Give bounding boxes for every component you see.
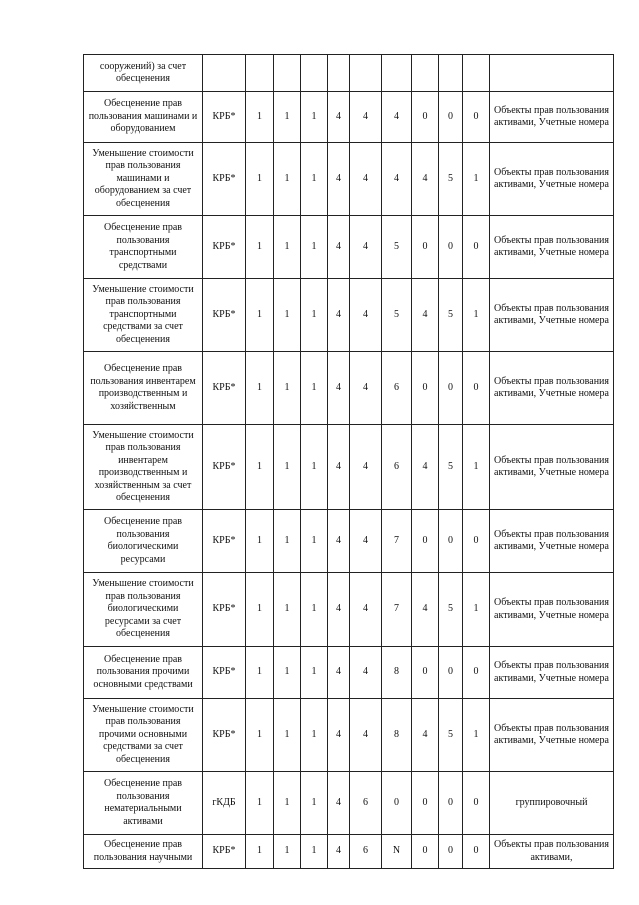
code-cell (274, 55, 301, 92)
code-cell: 6 (350, 772, 382, 835)
code-cell: 1 (246, 216, 274, 279)
code-cell: 1 (246, 647, 274, 699)
code-cell: 4 (328, 92, 350, 143)
code-cell: 4 (328, 699, 350, 772)
code-cell: 1 (301, 835, 328, 869)
code-cell: 0 (439, 772, 463, 835)
account-name-cell: Уменьшение стоимости прав пользования биологическими ресурсами за счет обесценения (84, 573, 203, 647)
code-cell: 1 (274, 510, 301, 573)
account-name-cell: Уменьшение стоимости прав пользования машинами и оборудованием за счет обесценения (84, 143, 203, 216)
code-cell: 1 (274, 772, 301, 835)
code-cell: 0 (463, 835, 490, 869)
code-cell: 1 (301, 425, 328, 510)
code-cell: 4 (412, 573, 439, 647)
code-cell: 4 (412, 143, 439, 216)
code-cell: 6 (350, 835, 382, 869)
code-cell: 5 (382, 216, 412, 279)
code-cell (463, 55, 490, 92)
code-cell: 0 (439, 92, 463, 143)
code-cell: 0 (439, 216, 463, 279)
code-cell: 4 (350, 216, 382, 279)
table-row (84, 55, 614, 92)
analytics-cell: Объекты прав пользования активами, Учетные номера (490, 510, 614, 573)
code-cell: 4 (412, 279, 439, 352)
code-cell: 1 (274, 143, 301, 216)
code-cell: 0 (412, 92, 439, 143)
code-cell: 4 (350, 647, 382, 699)
code-cell: 1 (301, 647, 328, 699)
account-name-cell: Уменьшение стоимости прав пользования транспортными средствами за счет обесценения (84, 279, 203, 352)
code-cell: 1 (246, 92, 274, 143)
table-row (84, 143, 614, 216)
table-row (84, 92, 614, 143)
code-cell: 4 (328, 510, 350, 573)
account-type-cell: КРБ* (203, 143, 246, 216)
code-cell: 4 (328, 772, 350, 835)
account-name-cell: Обесценение прав пользования биологическими ресурсами (84, 510, 203, 573)
code-cell: 0 (412, 772, 439, 835)
code-cell: 8 (382, 699, 412, 772)
code-cell: 1 (246, 772, 274, 835)
code-cell: 4 (328, 143, 350, 216)
code-cell: 4 (350, 573, 382, 647)
code-cell: 0 (412, 216, 439, 279)
analytics-cell: Объекты прав пользования активами, Учетные номера (490, 352, 614, 425)
code-cell: 5 (382, 279, 412, 352)
code-cell: 0 (412, 647, 439, 699)
code-cell (328, 55, 350, 92)
code-cell: 0 (439, 647, 463, 699)
code-cell: 4 (350, 352, 382, 425)
account-type-cell: КРБ* (203, 279, 246, 352)
code-cell: 0 (382, 772, 412, 835)
account-name-cell: Обесценение прав пользования инвентарем производственным и хозяйственным (84, 352, 203, 425)
code-cell: 1 (274, 647, 301, 699)
code-cell: 0 (412, 352, 439, 425)
code-cell: 1 (246, 510, 274, 573)
account-type-cell: КРБ* (203, 835, 246, 869)
code-cell: 4 (328, 425, 350, 510)
code-cell: 5 (439, 143, 463, 216)
code-cell: 1 (246, 699, 274, 772)
code-cell: 6 (382, 425, 412, 510)
code-cell: 1 (274, 352, 301, 425)
account-name-cell: Обесценение прав пользования машинами и оборудованием (84, 92, 203, 143)
code-cell: 0 (439, 510, 463, 573)
analytics-cell: Объекты прав пользования активами, Учетные номера (490, 699, 614, 772)
code-cell: 4 (350, 425, 382, 510)
code-cell: 1 (274, 425, 301, 510)
analytics-cell: Объекты прав пользования активами, Учетные номера (490, 92, 614, 143)
code-cell: 1 (301, 92, 328, 143)
account-type-cell: гКДБ (203, 772, 246, 835)
code-cell: 8 (382, 647, 412, 699)
account-type-cell: КРБ* (203, 425, 246, 510)
code-cell: 4 (412, 699, 439, 772)
analytics-cell: группировочный (490, 772, 614, 835)
code-cell: 1 (274, 216, 301, 279)
code-cell: 4 (328, 573, 350, 647)
code-cell: 0 (463, 216, 490, 279)
analytics-cell (490, 55, 614, 92)
table-row (84, 647, 614, 699)
code-cell: 1 (463, 279, 490, 352)
code-cell: 4 (328, 279, 350, 352)
code-cell: 1 (301, 352, 328, 425)
code-cell: 5 (439, 425, 463, 510)
table-row (84, 425, 614, 510)
code-cell: 4 (350, 510, 382, 573)
analytics-cell: Объекты прав пользования активами, Учетные номера (490, 647, 614, 699)
code-cell: 1 (274, 279, 301, 352)
code-cell: 0 (463, 647, 490, 699)
code-cell: 1 (274, 835, 301, 869)
code-cell: 1 (301, 510, 328, 573)
code-cell: 1 (463, 573, 490, 647)
table-row (84, 216, 614, 279)
account-name-cell: Обесценение прав пользования прочими основными средствами (84, 647, 203, 699)
analytics-cell: Объекты прав пользования активами, Учетные номера (490, 279, 614, 352)
code-cell: 4 (328, 647, 350, 699)
code-cell: 1 (274, 92, 301, 143)
account-type-cell: КРБ* (203, 699, 246, 772)
code-cell: 1 (463, 143, 490, 216)
code-cell: 1 (301, 772, 328, 835)
code-cell: 0 (463, 352, 490, 425)
code-cell: 4 (350, 279, 382, 352)
account-type-cell: КРБ* (203, 352, 246, 425)
table-body (84, 55, 614, 869)
table-row (84, 279, 614, 352)
code-cell: 1 (301, 143, 328, 216)
account-name-cell: Обесценение прав пользования транспортными средствами (84, 216, 203, 279)
account-type-cell (203, 55, 246, 92)
code-cell: 1 (246, 425, 274, 510)
code-cell (439, 55, 463, 92)
code-cell: 4 (350, 143, 382, 216)
account-type-cell: КРБ* (203, 92, 246, 143)
code-cell: 1 (463, 425, 490, 510)
code-cell: 0 (439, 352, 463, 425)
code-cell (246, 55, 274, 92)
code-cell: 4 (382, 143, 412, 216)
code-cell: 4 (328, 352, 350, 425)
account-type-cell: КРБ* (203, 510, 246, 573)
account-type-cell: КРБ* (203, 647, 246, 699)
table-row (84, 352, 614, 425)
code-cell: 1 (246, 352, 274, 425)
table-row (84, 699, 614, 772)
code-cell (301, 55, 328, 92)
analytics-cell: Объекты прав пользования активами, (490, 835, 614, 869)
code-cell: 5 (439, 573, 463, 647)
analytics-cell: Объекты прав пользования активами, Учетные номера (490, 143, 614, 216)
code-cell: 4 (350, 92, 382, 143)
code-cell: 4 (382, 92, 412, 143)
analytics-cell: Объекты прав пользования активами, Учетные номера (490, 216, 614, 279)
accounts-table (83, 54, 614, 869)
code-cell: 1 (246, 143, 274, 216)
code-cell: 0 (439, 835, 463, 869)
code-cell (382, 55, 412, 92)
code-cell (350, 55, 382, 92)
code-cell: 5 (439, 279, 463, 352)
table-row (84, 835, 614, 869)
code-cell: 4 (412, 425, 439, 510)
code-cell: 4 (350, 699, 382, 772)
code-cell: 1 (274, 573, 301, 647)
code-cell: 7 (382, 510, 412, 573)
code-cell: 1 (301, 216, 328, 279)
table-row (84, 573, 614, 647)
analytics-cell: Объекты прав пользования активами, Учетные номера (490, 425, 614, 510)
code-cell: 4 (328, 835, 350, 869)
table-row (84, 772, 614, 835)
code-cell: 1 (246, 573, 274, 647)
code-cell: 0 (463, 510, 490, 573)
code-cell: 4 (328, 216, 350, 279)
code-cell: 0 (463, 92, 490, 143)
account-name-cell: Уменьшение стоимости прав пользования инвентарем производственным и хозяйственным за счет обесценения (84, 425, 203, 510)
account-type-cell: КРБ* (203, 573, 246, 647)
code-cell: 6 (382, 352, 412, 425)
code-cell: N (382, 835, 412, 869)
code-cell: 1 (301, 573, 328, 647)
code-cell: 1 (274, 699, 301, 772)
code-cell: 7 (382, 573, 412, 647)
code-cell: 0 (412, 510, 439, 573)
code-cell: 0 (412, 835, 439, 869)
code-cell: 1 (246, 279, 274, 352)
code-cell: 1 (301, 699, 328, 772)
account-name-cell: Обесценение прав пользования научными (84, 835, 203, 869)
account-name-cell: Уменьшение стоимости прав пользования прочими основными средствами за счет обесценения (84, 699, 203, 772)
table-row (84, 510, 614, 573)
analytics-cell: Объекты прав пользования активами, Учетные номера (490, 573, 614, 647)
code-cell: 0 (463, 772, 490, 835)
code-cell: 5 (439, 699, 463, 772)
code-cell: 1 (301, 279, 328, 352)
code-cell: 1 (246, 835, 274, 869)
code-cell: 1 (463, 699, 490, 772)
account-name-cell: сооружений) за счет обесценения (84, 55, 203, 92)
account-type-cell: КРБ* (203, 216, 246, 279)
code-cell (412, 55, 439, 92)
account-name-cell: Обесценение прав пользования нематериальными активами (84, 772, 203, 835)
